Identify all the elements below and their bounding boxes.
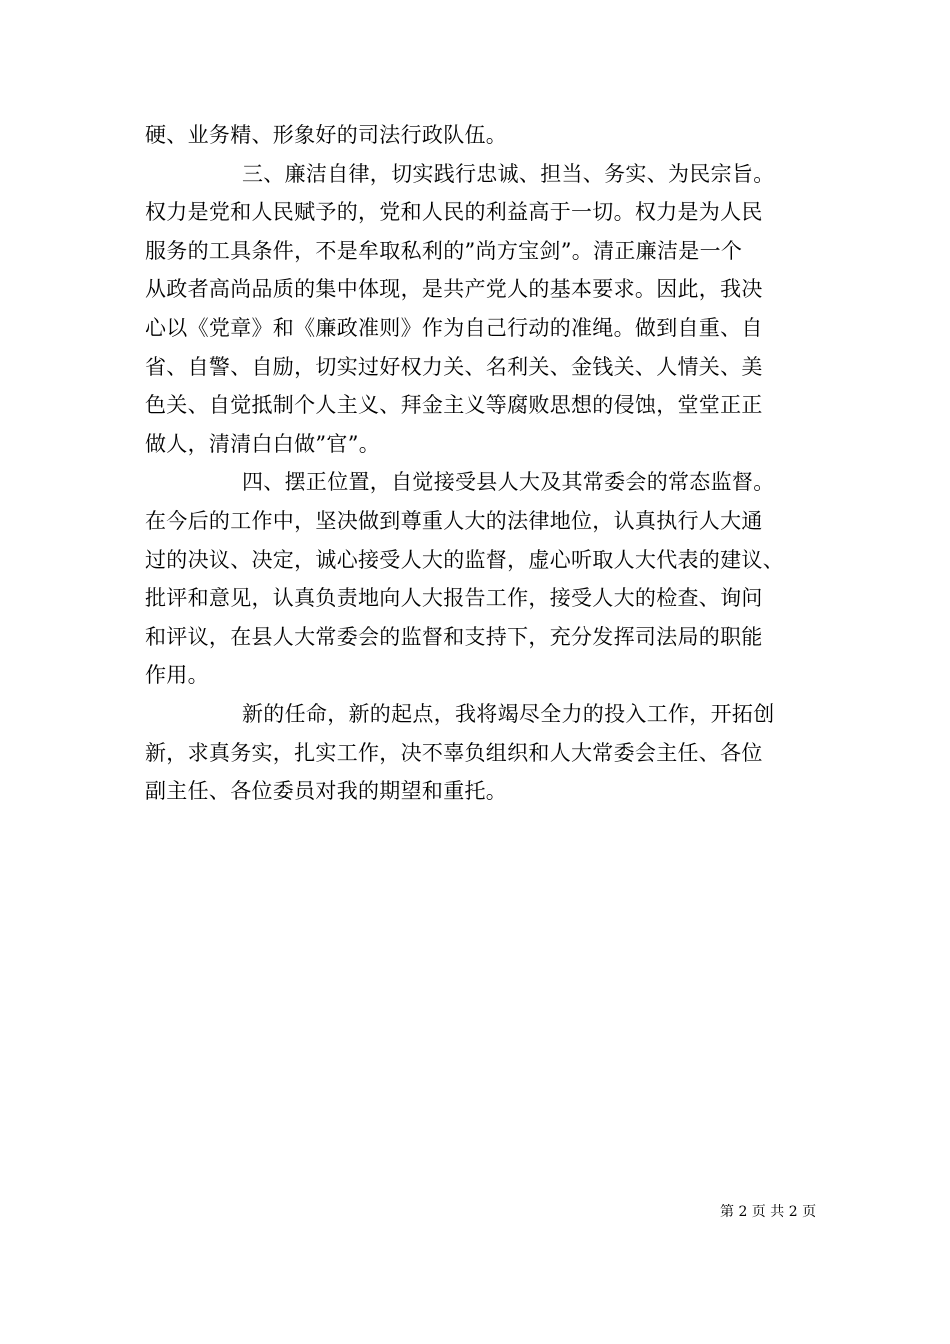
text-line: 省、自警、自励，切实过好权力关、名利关、金钱关、人情关、美 (145, 354, 763, 379)
text-line: 批评和意见，认真负责地向人大报告工作，接受人大的检查、询问 (145, 586, 763, 611)
paragraph-2 (145, 155, 810, 464)
text-line: 从政者高尚品质的集中体现，是共产党人的基本要求。因此，我决 (145, 277, 763, 302)
text-line: 作用。 (145, 663, 209, 688)
text-line: 做人，清清白白做”官”。 (145, 431, 381, 456)
text-line: 新的任命，新的起点，我将竭尽全力的投入工作，开拓创 (242, 701, 775, 726)
text-line: 色关、自觉抵制个人主义、拜金主义等腐败思想的侵蚀，堂堂正正 (145, 393, 763, 418)
text-line: 和评议，在县人大常委会的监督和支持下，充分发挥司法局的职能 (145, 624, 763, 649)
text-line: 心以《党章》和《廉政准则》作为自己行动的准绳。做到自重、自 (145, 315, 763, 340)
text-line: 四、摆正位置，自觉接受县人大及其常委会的常态监督。 (242, 470, 775, 495)
paragraph-4 (145, 695, 810, 811)
page-number-footer: 第 2 页 共 2 页 (720, 1204, 817, 1220)
paragraph-3 (145, 463, 810, 695)
paragraph-1 (145, 116, 810, 155)
text-line: 副主任、各位委员对我的期望和重托。 (145, 779, 508, 804)
text-line: 新，求真务实，扎实工作，决不辜负组织和人大常委会主任、各位 (145, 740, 763, 765)
text-line: 过的决议、决定，诚心接受人大的监督，虚心听取人大代表的建议、 (145, 547, 784, 572)
text-line: 硬、业务精、形象好的司法行政队伍。 (145, 123, 508, 147)
text-line: 服务的工具条件，不是牟取私利的”尚方宝剑”。清正廉洁是一个 (145, 238, 743, 263)
text-line: 在今后的工作中，坚决做到尊重人大的法律地位，认真执行人大通 (145, 508, 763, 533)
text-line: 三、廉洁自律，切实践行忠诚、担当、务实、为民宗旨。 (242, 161, 775, 186)
text-line: 权力是党和人民赋予的，党和人民的利益高于一切。权力是为人民 (145, 200, 763, 225)
document-body (145, 116, 810, 811)
